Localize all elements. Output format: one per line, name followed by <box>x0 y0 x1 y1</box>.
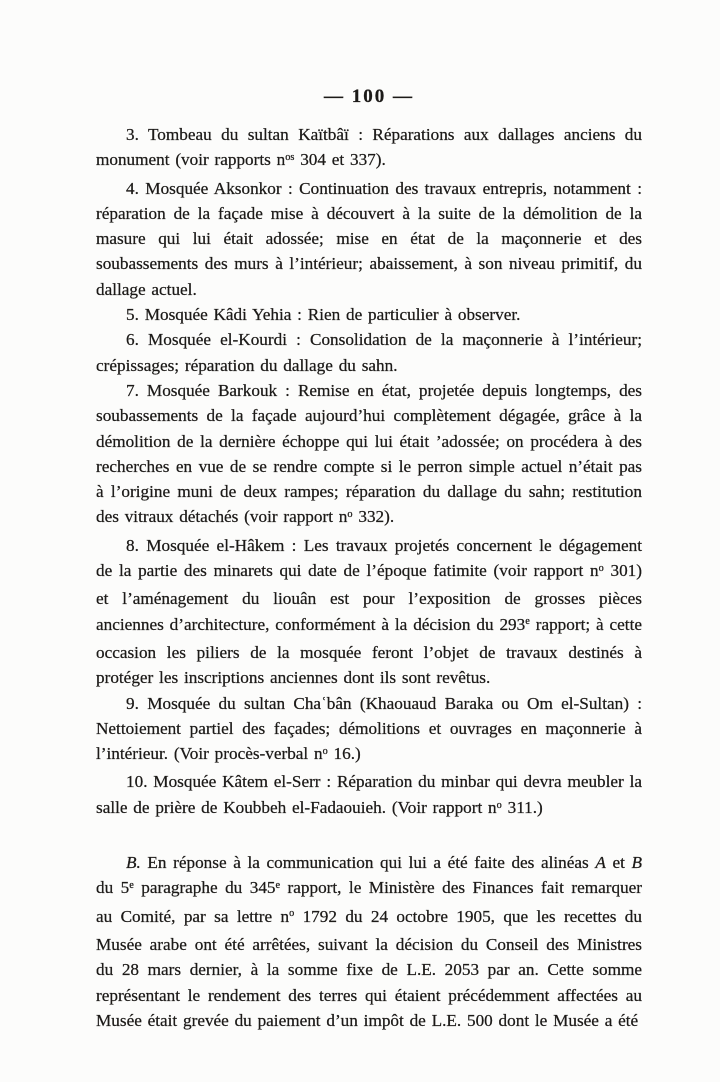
superscript-text: os <box>285 152 295 164</box>
paragraph-item-7 <box>96 378 642 533</box>
paragraph-item-3 <box>96 122 642 176</box>
text-segment: 1792 du 24 octobre 1905, que les recettes du Musée arabe ont été arrêtées, suivant la décision du Conseil des Ministres du 28 mars dernier, à la somme fixe de L.E. 2053 par an. Cette somme représentant le rendement des terres qui étaient précédemment affectées au Musée était grevée du paiement d’un impôt de L.E. 500 dont le Musée a été <box>96 906 642 1030</box>
text-segment: 4. Mosquée Aksonkor : Continuation des travaux entrepris, notamment : réparation de la façade mise à découvert à la suite de la démolition de la masure qui lui était adossée; mise en état de la maçonnerie et des soubassements des murs à l’intérieur; abaissement, à son niveau primitif, du dallage actuel. <box>96 178 642 299</box>
superscript-text: e <box>525 616 530 628</box>
paragraph-section-b <box>96 850 642 1033</box>
page-number: — 100 — <box>324 86 414 107</box>
text-segment: 6. Mosquée el-Kourdi : Consolidation de la maçonnerie à l’intérieur; crépissages; réparation du dallage du sahn. <box>96 330 642 375</box>
text-segment: 304 et 337). <box>294 150 386 170</box>
text-segment: 9. Mosquée du sultan Chaʿbân (Khaouaud Baraka ou Om el-Sultan) : Nettoiement partiel des façades; démolitions et ouvrages en maçonnerie à l’intérieur. (Voir procès-verbal n <box>96 693 642 764</box>
text-segment: 3. Tombeau du sultan Kaïtbâï : Réparations aux dallages anciens du monument (voir rapports n <box>96 125 642 170</box>
text-segment: du 5 <box>96 878 130 898</box>
text-segment: 332). <box>352 507 395 527</box>
paragraph-item-4 <box>96 176 642 302</box>
text-segment: 16.) <box>327 744 361 764</box>
paragraph-item-5 <box>96 302 642 327</box>
paragraph-item-9 <box>96 691 642 770</box>
text-segment: En réponse à la communication qui lui a été faite des alinéas <box>140 853 596 873</box>
text-segment: B. <box>126 853 141 873</box>
text-segment: rapport, le Ministère des Finances fait remarquer au Comité, par sa lettre n <box>96 878 643 926</box>
text-segment: 311.) <box>501 797 543 817</box>
superscript-text: e <box>129 880 134 892</box>
superscript-text: o <box>598 562 604 574</box>
paragraph-item-8 <box>96 533 642 691</box>
text-segment: 301) et l’aménagement du liouân est pour l’exposition de grosses pièces anciennes d’architecture, conformément à la décision du 293 <box>96 561 642 634</box>
text-segment: 8. Mosquée el-Hâkem : Les travaux projetés concernent le dégagement de la partie des minarets qui date de l’époque fatimite (voir rapport n <box>96 535 642 581</box>
document-body <box>96 122 642 1033</box>
text-segment: 5. Mosquée Kâdi Yehia : Rien de particulier à observer. <box>126 305 521 325</box>
paragraph-item-10 <box>96 769 642 823</box>
superscript-text: e <box>275 880 281 892</box>
superscript-text: o <box>289 908 295 920</box>
superscript-text: o <box>322 745 328 757</box>
superscript-text: o <box>347 509 353 521</box>
text-segment: 10. Mosquée Kâtem el-Serr : Réparation du minbar qui devra meubler la salle de prière de Koubbeh el-Fadaouieh. (Voir rapport n <box>96 772 642 817</box>
text-segment: A <box>595 853 606 873</box>
paragraph-item-6 <box>96 327 642 378</box>
text-segment: B <box>631 853 642 873</box>
superscript-text: o <box>496 799 502 811</box>
text-segment: et <box>605 853 632 873</box>
text-segment: 7. Mosquée Barkouk : Remise en état, projetée depuis longtemps, des soubassements de la façade aujourd’hui complètement dégagée, grâce à la démolition de la dernière échoppe qui lui était ’adossée; on procédera à des recherches en vue de se rendre compte si le perron simple actuel n’était pas à l’origine muni de deux rampes; réparation du dallage du sahn; restitution des vitraux détachés (voir rapport n <box>96 380 642 527</box>
text-segment: rapport; à cette occasion les piliers de la mosquée feront l’objet de travaux destinés à protéger les inscriptions anciennes dont ils sont revêtus. <box>96 614 642 688</box>
text-segment: paragraphe du 345 <box>133 878 276 898</box>
